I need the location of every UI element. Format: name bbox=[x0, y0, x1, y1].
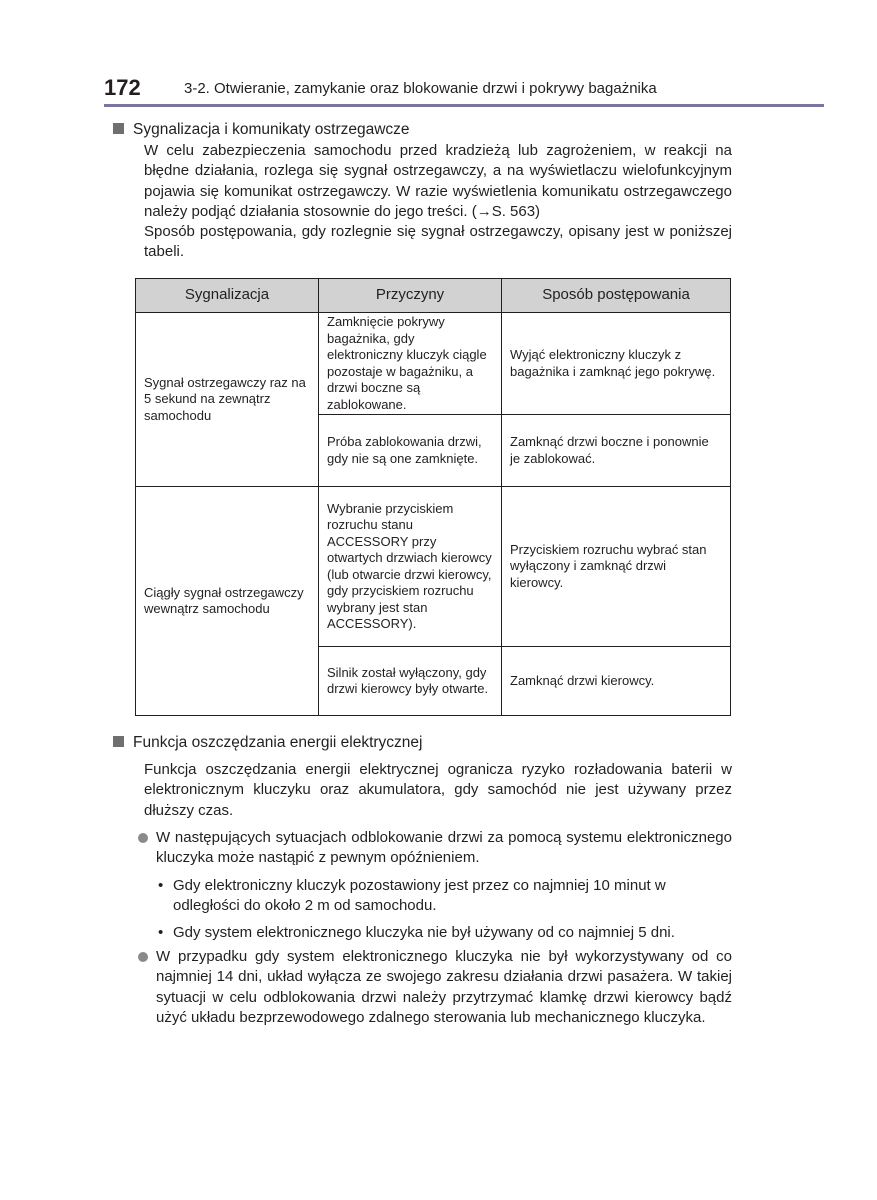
cause-cell: Wybranie przyciskiem rozruchu stanu ACCESSORY przy otwartych drzwiach kierowcy (lub otwarcie drzwi kierowcy, gdy przyciskiem rozruchu wybrany jest stan ACCESSORY). bbox=[319, 487, 502, 647]
sub-list-item-text: Gdy elektroniczny kluczyk pozostawiony jest przez co najmniej 10 minut w odległości do około 2 m od samochodu. bbox=[173, 877, 666, 915]
list-item bbox=[138, 947, 732, 1028]
warning-table bbox=[135, 278, 731, 716]
bullet-marker: • bbox=[158, 877, 164, 894]
chapter-title: 3-2. Otwieranie, zamykanie oraz blokowanie drzwi i pokrywy bagażnika bbox=[184, 80, 657, 97]
section-title-warnings bbox=[113, 120, 410, 140]
sub-list-item bbox=[158, 923, 732, 943]
column-header: Sygnalizacja bbox=[136, 279, 319, 313]
column-header: Sposób postępowania bbox=[502, 279, 731, 313]
action-cell: Zamknąć drzwi kierowcy. bbox=[502, 647, 731, 716]
signal-cell: Sygnał ostrzegawczy raz na 5 sekund na zewnątrz samochodu bbox=[136, 313, 319, 487]
table-row bbox=[136, 313, 731, 415]
list-item bbox=[138, 828, 732, 869]
round-bullet-icon bbox=[138, 833, 148, 843]
section-title-text: Funkcja oszczędzania energii elektrycznej bbox=[133, 734, 423, 751]
signal-cell: Ciągły sygnał ostrzegawczy wewnątrz samochodu bbox=[136, 487, 319, 716]
paragraph: W celu zabezpieczenia samochodu przed kradzieżą lub zagrożeniem, w reakcji na błędne działania, rozlega się sygnał ostrzegawczy, a na wyświetlaczu wielofunkcyjnym pojawia się komunikat ostrzegawczy. W razie wyświetlenia komunikatu ostrzegawczego należy podjąć działania stosownie do jego treści. (→S. 563) bbox=[144, 142, 732, 220]
bullet-marker: • bbox=[158, 924, 164, 941]
sub-list-item-text: Gdy system elektronicznego kluczyka nie był używany od co najmniej 5 dni. bbox=[173, 924, 675, 941]
table-row bbox=[136, 487, 731, 647]
cause-cell: Próba zablokowania drzwi, gdy nie są one zamknięte. bbox=[319, 415, 502, 487]
page-header bbox=[104, 74, 824, 104]
list-item-text: W przypadku gdy system elektronicznego kluczyka nie był wykorzystywany od co najmniej 14 dni, układ wyłącza ze swojego zakresu działania drzwi pasażera. W takiej sytuacji w celu odblokowania drzwi należy przytrzymać klamkę drzwi kierowcy bądź użyć układu bezprzewodowego zdalnego sterowania lub mechanicznego kluczyka. bbox=[156, 948, 732, 1026]
round-bullet-icon bbox=[138, 952, 148, 962]
square-bullet-icon bbox=[113, 736, 124, 747]
table-header-row bbox=[136, 279, 731, 313]
action-cell: Wyjąć elektroniczny kluczyk z bagażnika i zamknąć jego pokrywę. bbox=[502, 313, 731, 415]
page-number: 172 bbox=[104, 75, 141, 100]
square-bullet-icon bbox=[113, 123, 124, 134]
header-rule bbox=[104, 104, 824, 107]
column-header: Przyczyny bbox=[319, 279, 502, 313]
list-item-text: W następujących sytuacjach odblokowanie drzwi za pomocą systemu elektronicznego kluczyka może nastąpić z pewnym opóźnieniem. bbox=[156, 829, 732, 867]
paragraph: Funkcja oszczędzania energii elektrycznej ogranicza ryzyko rozładowania baterii w elektronicznym kluczyku oraz akumulatora, gdy samochód nie jest używany przez dłuższy czas. bbox=[144, 761, 732, 819]
section-title-text: Sygnalizacja i komunikaty ostrzegawcze bbox=[133, 121, 410, 138]
paragraph: Sposób postępowania, gdy rozlegnie się sygnał ostrzegawczy, opisany jest w poniższej tabeli. bbox=[144, 223, 732, 261]
cause-cell: Silnik został wyłączony, gdy drzwi kierowcy były otwarte. bbox=[319, 647, 502, 716]
action-cell: Przyciskiem rozruchu wybrać stan wyłączony i zamknąć drzwi kierowcy. bbox=[502, 487, 731, 647]
section-title-power-saving bbox=[113, 733, 422, 753]
sub-list-item bbox=[158, 876, 732, 917]
cause-cell: Zamknięcie pokrywy bagażnika, gdy elektroniczny kluczyk ciągle pozostaje w bagażniku, a drzwi boczne są zablokowane. bbox=[319, 313, 502, 415]
action-cell: Zamknąć drzwi boczne i ponownie je zablokować. bbox=[502, 415, 731, 487]
